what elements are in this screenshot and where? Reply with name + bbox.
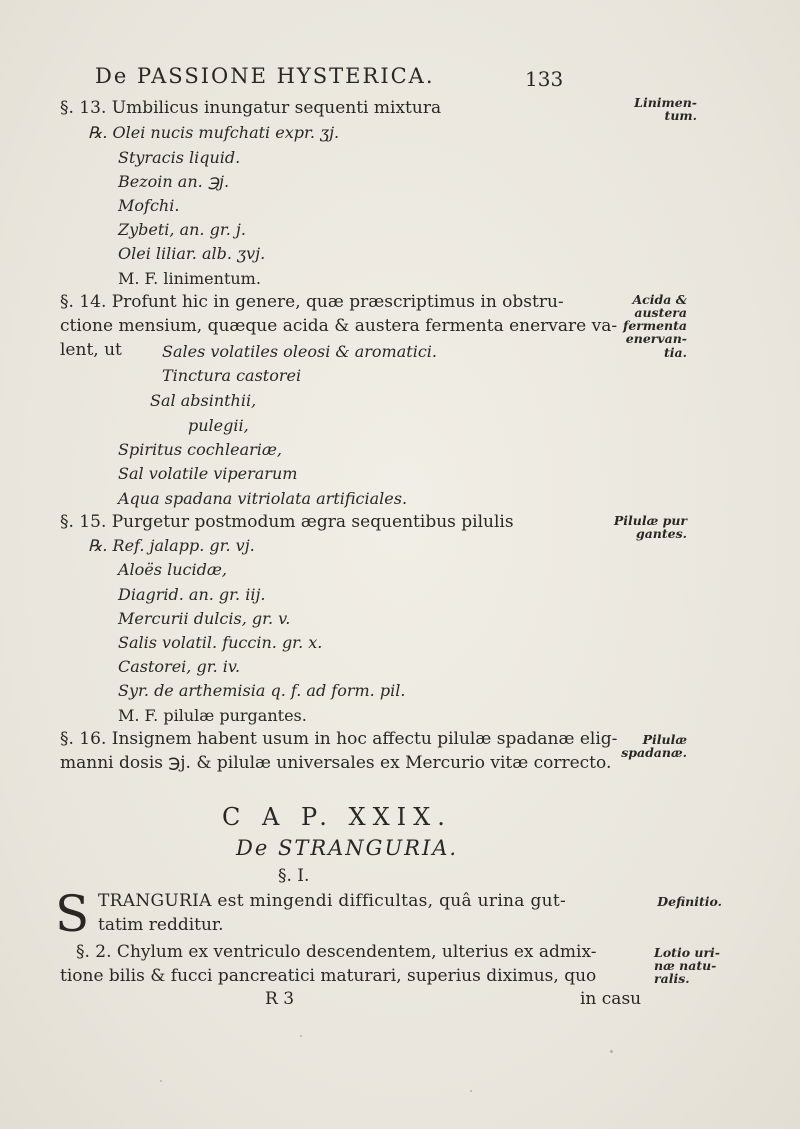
margin-note-pilulae-purgantes: Pilulæ pur gantes. (613, 513, 687, 542)
sec14-list-item: Aqua spadana vitriolata artificiales. (118, 489, 408, 508)
sec13-rx-line: Styracis liquid. (118, 148, 241, 167)
sec15-rx-line: M. F. pilulæ purgantes. (118, 706, 307, 725)
sec15-rx-line: Diagrid. an. gr. iij. (118, 585, 266, 604)
sec2-line-1: §. 2. Chylum ex ventriculo descendentem, ulterius ex admix- (76, 942, 597, 962)
sec1-line-1: TRANGURIA est mingendi difficultas, quâ urina gut- (98, 891, 567, 911)
sec15-line-1: §. 15. Purgetur postmodum ægra sequentibus pilulis (60, 512, 514, 532)
sec14-line-1: §. 14. Profunt hic in genere, quæ præscriptimus in obstru- (60, 292, 564, 312)
sec14-list-item: Spiritus cochleariæ, (118, 440, 282, 459)
sec14-list-item: Sal volatile viperarum (118, 464, 298, 483)
sec15-rx-line: Syr. de arthemisia q. f. ad form. pil. (118, 681, 406, 700)
sec13-line-1: §. 13. Umbilicus inungatur sequenti mixtura (60, 98, 442, 118)
paper-speck (470, 1090, 472, 1092)
sec2-line-2: tione bilis & fucci pancreatici maturari, superius diximus, quo (60, 966, 597, 986)
sec13-rx-line: Zybeti, an. gr. j. (118, 220, 246, 239)
section-number: §. I. (278, 866, 310, 886)
sec14-line-2: ctione mensium, quæque acida & austera fermenta enervare va- (60, 316, 618, 336)
paper-speck (610, 1050, 613, 1053)
paper-speck (160, 1080, 162, 1082)
sec15-rx-line: Mercurii dulcis, gr. v. (118, 609, 291, 628)
sec15-rx-line: ℞. Ref. jalapp. gr. vj. (88, 536, 255, 555)
sec14-list-item: Sal absinthii, (150, 391, 257, 410)
sec1-line-2: tatim redditur. (98, 915, 224, 935)
sec14-line-3: lent, ut (60, 340, 122, 360)
sec13-rx-line: Bezoin an. ℈j. (118, 172, 230, 191)
margin-note-definitio: Definitio. (657, 894, 722, 909)
chapter-number: C A P. XXIX. (222, 803, 452, 831)
chapter-title: De STRANGURIA. (236, 836, 459, 860)
paper-speck (300, 1035, 302, 1037)
sec13-rx-line: Olei liliar. alb. ʒvj. (118, 244, 266, 263)
margin-note-acida: Acida & austera fermenta enervan- tia. (622, 292, 687, 360)
page-number: 133 (525, 67, 564, 91)
sec14-list-item: pulegii, (188, 416, 249, 435)
sec13-rx-line: Mofchi. (118, 196, 180, 215)
signature-mark: R 3 (265, 989, 295, 1009)
sec15-rx-line: Salis volatil. fuccin. gr. x. (118, 633, 323, 652)
sec15-rx-line: Aloës lucidæ, (118, 560, 227, 579)
margin-note-lotio: Lotio uri- næ natu- ralis. (654, 945, 720, 987)
running-title: De PASSIONE HYSTERICA. (95, 64, 435, 88)
sec13-rx-line: ℞. Olei nucis mufchati expr. ʒj. (88, 123, 340, 142)
sec16-line-1: §. 16. Insignem habent usum in hoc affectu pilulæ spadanæ elig- (60, 729, 618, 749)
sec14-list-item: Sales volatiles oleosi & aromatici. (162, 342, 437, 361)
catchword: in casu (580, 989, 642, 1009)
drop-cap: S (55, 885, 90, 943)
sec16-line-2: manni dosis ℈j. & pilulæ universales ex Mercurio vitæ correcto. (60, 753, 612, 773)
sec13-rx-line: M. F. linimentum. (118, 269, 261, 288)
sec14-list-item: Tinctura castorei (162, 366, 302, 385)
sec15-rx-line: Castorei, gr. iv. (118, 657, 241, 676)
margin-note-pilulae-spadanae: Pilulæ spadanæ. (621, 732, 687, 761)
margin-note-linimentum: Linimen- tum. (634, 95, 697, 124)
